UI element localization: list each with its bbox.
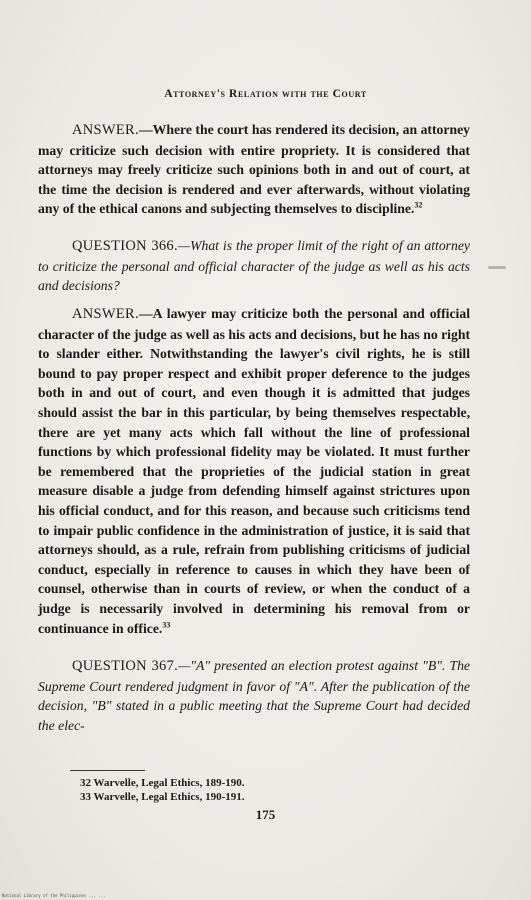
paragraph-lead: ANSWER. xyxy=(72,306,139,322)
footnote-ref: 32 xyxy=(414,200,423,210)
paragraph-answer-2 xyxy=(38,304,470,638)
paragraph-lead: QUESTION 366. xyxy=(72,238,178,254)
paragraph-text: —A lawyer may criticize both the personal and official character of the judge as well as his acts and decisions, but he has no right to slander either. Notwithstanding the lawyer's civil rights, he is still bound to pay proper respect and exhibit proper deference to the judges both in and out of court, and even though it is admitted that judges should assist the bar in this particular, by being themselves respectable, there are yet many acts which fall without the line of professional functions by which professional fidelity may be violated. It must further be remembered that the proprieties of the judicial station in great measure disable a judge from defending himself against strictures upon his official conduct, and for this reason, and because such criticisms tend to impair public confidence in the administration of justice, it is said that attorneys should, as a rule, refrain from publishing criticisms of judicial conduct, especially in reference to causes in which they have been of counsel, otherwise than in courts of review, or when the conduct of a judge is necessarily involved in determining his removal from or continuance in office. xyxy=(38,306,470,636)
paragraph-question-367 xyxy=(38,656,470,735)
paragraph-lead: QUESTION 367. xyxy=(72,658,179,674)
paragraph-text: —Where the court has rendered its decision, an attorney may criticize such decision with entire propriety. It is considered that attorneys may freely criticize such opinions both in and out of court, at the time the decision is rendered and ever afterwards, without violating any of the ethical canons and subjecting themselves to discipline. xyxy=(38,122,470,217)
running-header: Attorney's Relation with the Court xyxy=(164,88,367,100)
paragraph-text: —"A" presented an election protest against "B". The Supreme Court rendered judgment in favor of "A". After the publication of the decision, "B" stated in a public meeting that the Supreme Court had decided the elec- xyxy=(38,658,470,733)
footnotes xyxy=(80,777,244,804)
paragraph-answer-1 xyxy=(38,120,470,219)
paragraph-lead: ANSWER. xyxy=(72,122,139,138)
footnote-divider xyxy=(70,770,145,771)
footnote-ref: 33 xyxy=(162,619,171,629)
paragraph-text: —What is the proper limit of the right of an attorney to criticize the personal and official character of the judge as well as his acts and decisions? xyxy=(38,238,470,294)
paragraph-question-366 xyxy=(38,236,470,296)
scan-footer: National Library of the Philippines ... ... xyxy=(2,893,106,898)
footnote-33: 33 Warvelle, Legal Ethics, 190-191. xyxy=(80,790,245,803)
scan-smudge xyxy=(488,266,506,269)
page-number: 175 xyxy=(255,807,276,822)
footnote-32: 32 Warvelle, Legal Ethics, 189-190. xyxy=(80,777,245,789)
